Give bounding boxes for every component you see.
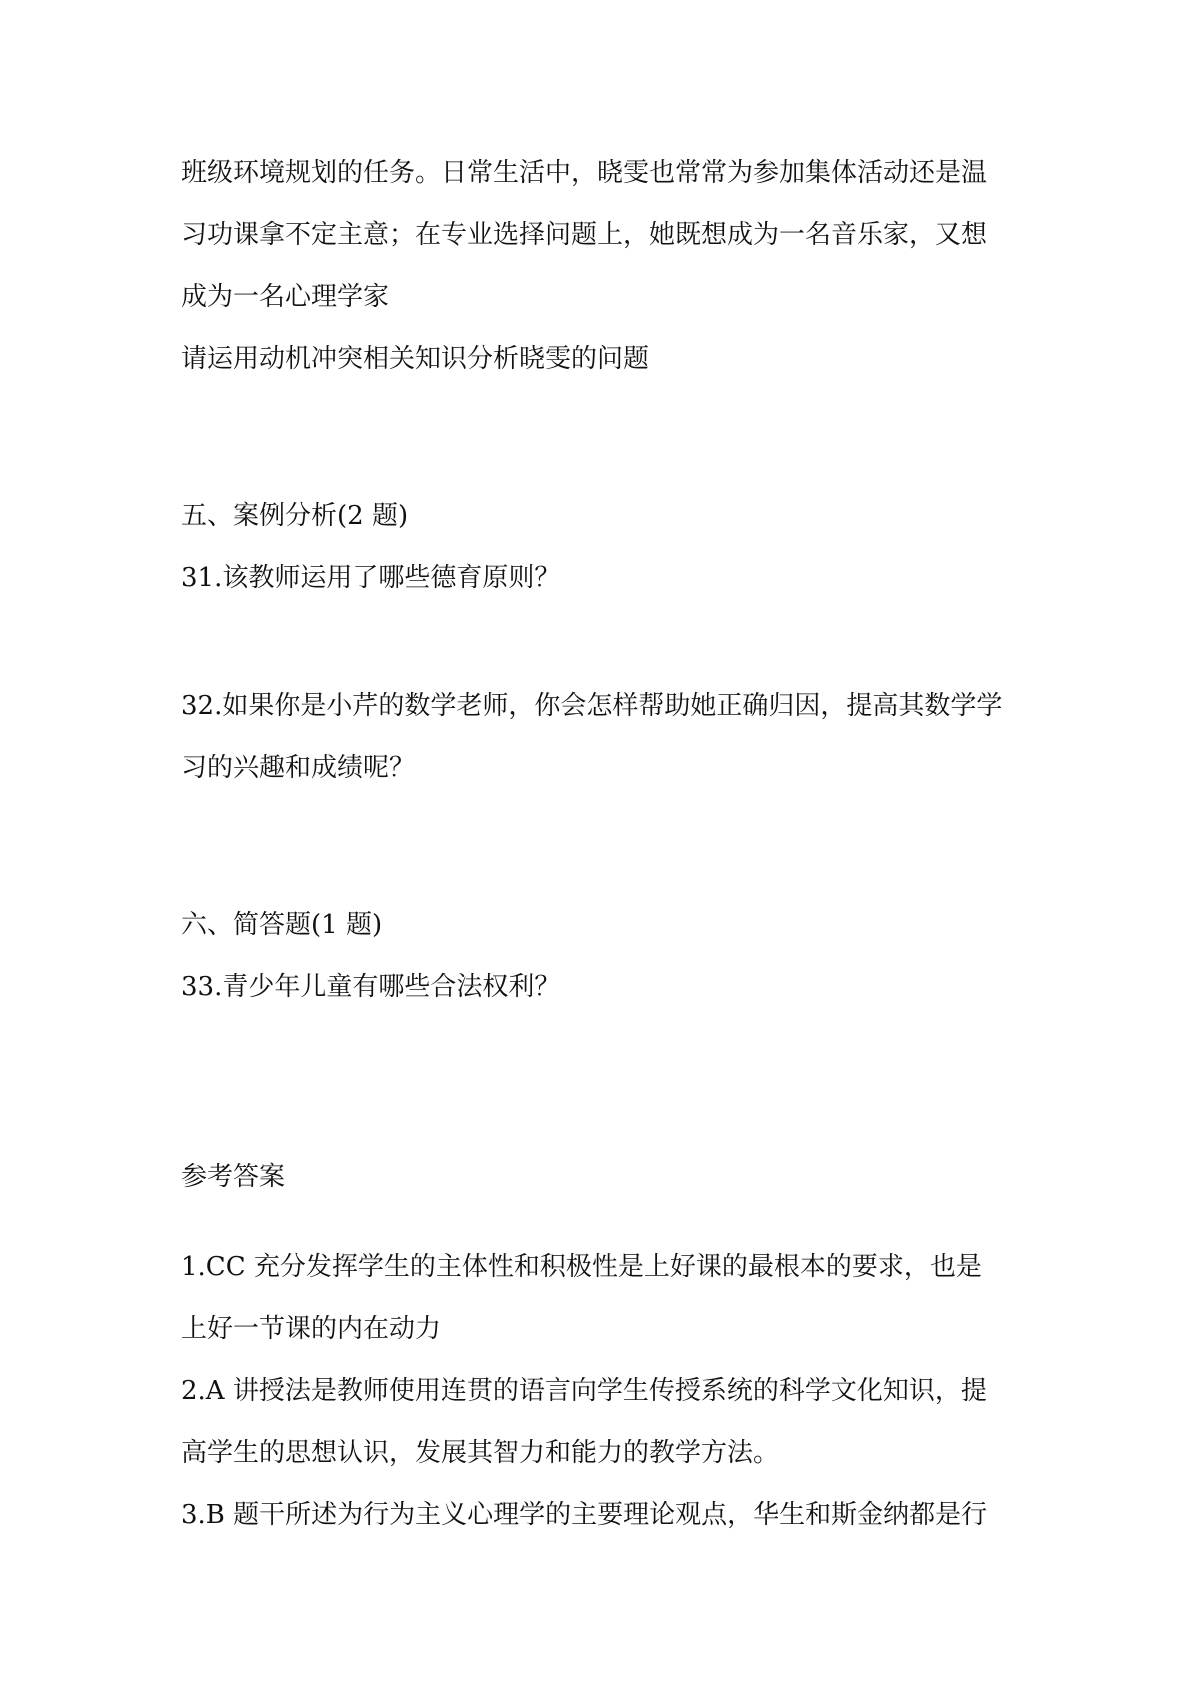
text-line: 请运用动机冲突相关知识分析晓雯的问题	[181, 344, 650, 374]
question-text: 31.该教师运用了哪些德育原则？	[181, 563, 561, 593]
section-heading: 六、简答题(1 题)	[181, 910, 383, 940]
answer-text: 3.B 题干所述为行为主义心理学的主要理论观点，华生和斯金纳都是行	[181, 1500, 988, 1530]
answers-heading: 参考答案	[181, 1162, 286, 1192]
question-text: 习的兴趣和成绩呢？	[181, 753, 416, 783]
text-line: 班级环境规划的任务。日常生活中，晓雯也常常为参加集体活动还是温	[181, 158, 988, 188]
section-heading: 五、案例分析(2 题)	[181, 501, 409, 531]
text-line: 习功课拿不定主意；在专业选择问题上，她既想成为一名音乐家，又想	[181, 220, 988, 250]
answer-text: 2.A 讲授法是教师使用连贯的语言向学生传授系统的科学文化知识，提	[181, 1376, 987, 1406]
answer-text: 上好一节课的内在动力	[181, 1314, 442, 1344]
answer-text: 高学生的思想认识，发展其智力和能力的教学方法。	[181, 1438, 780, 1468]
question-text: 32.如果你是小芹的数学老师，你会怎样帮助她正确归因，提高其数学学	[181, 691, 1003, 721]
question-text: 33.青少年儿童有哪些合法权利？	[181, 972, 561, 1002]
text-line: 成为一名心理学家	[181, 282, 390, 312]
answer-text: 1.CC 充分发挥学生的主体性和积极性是上好课的最根本的要求，也是	[181, 1252, 982, 1282]
